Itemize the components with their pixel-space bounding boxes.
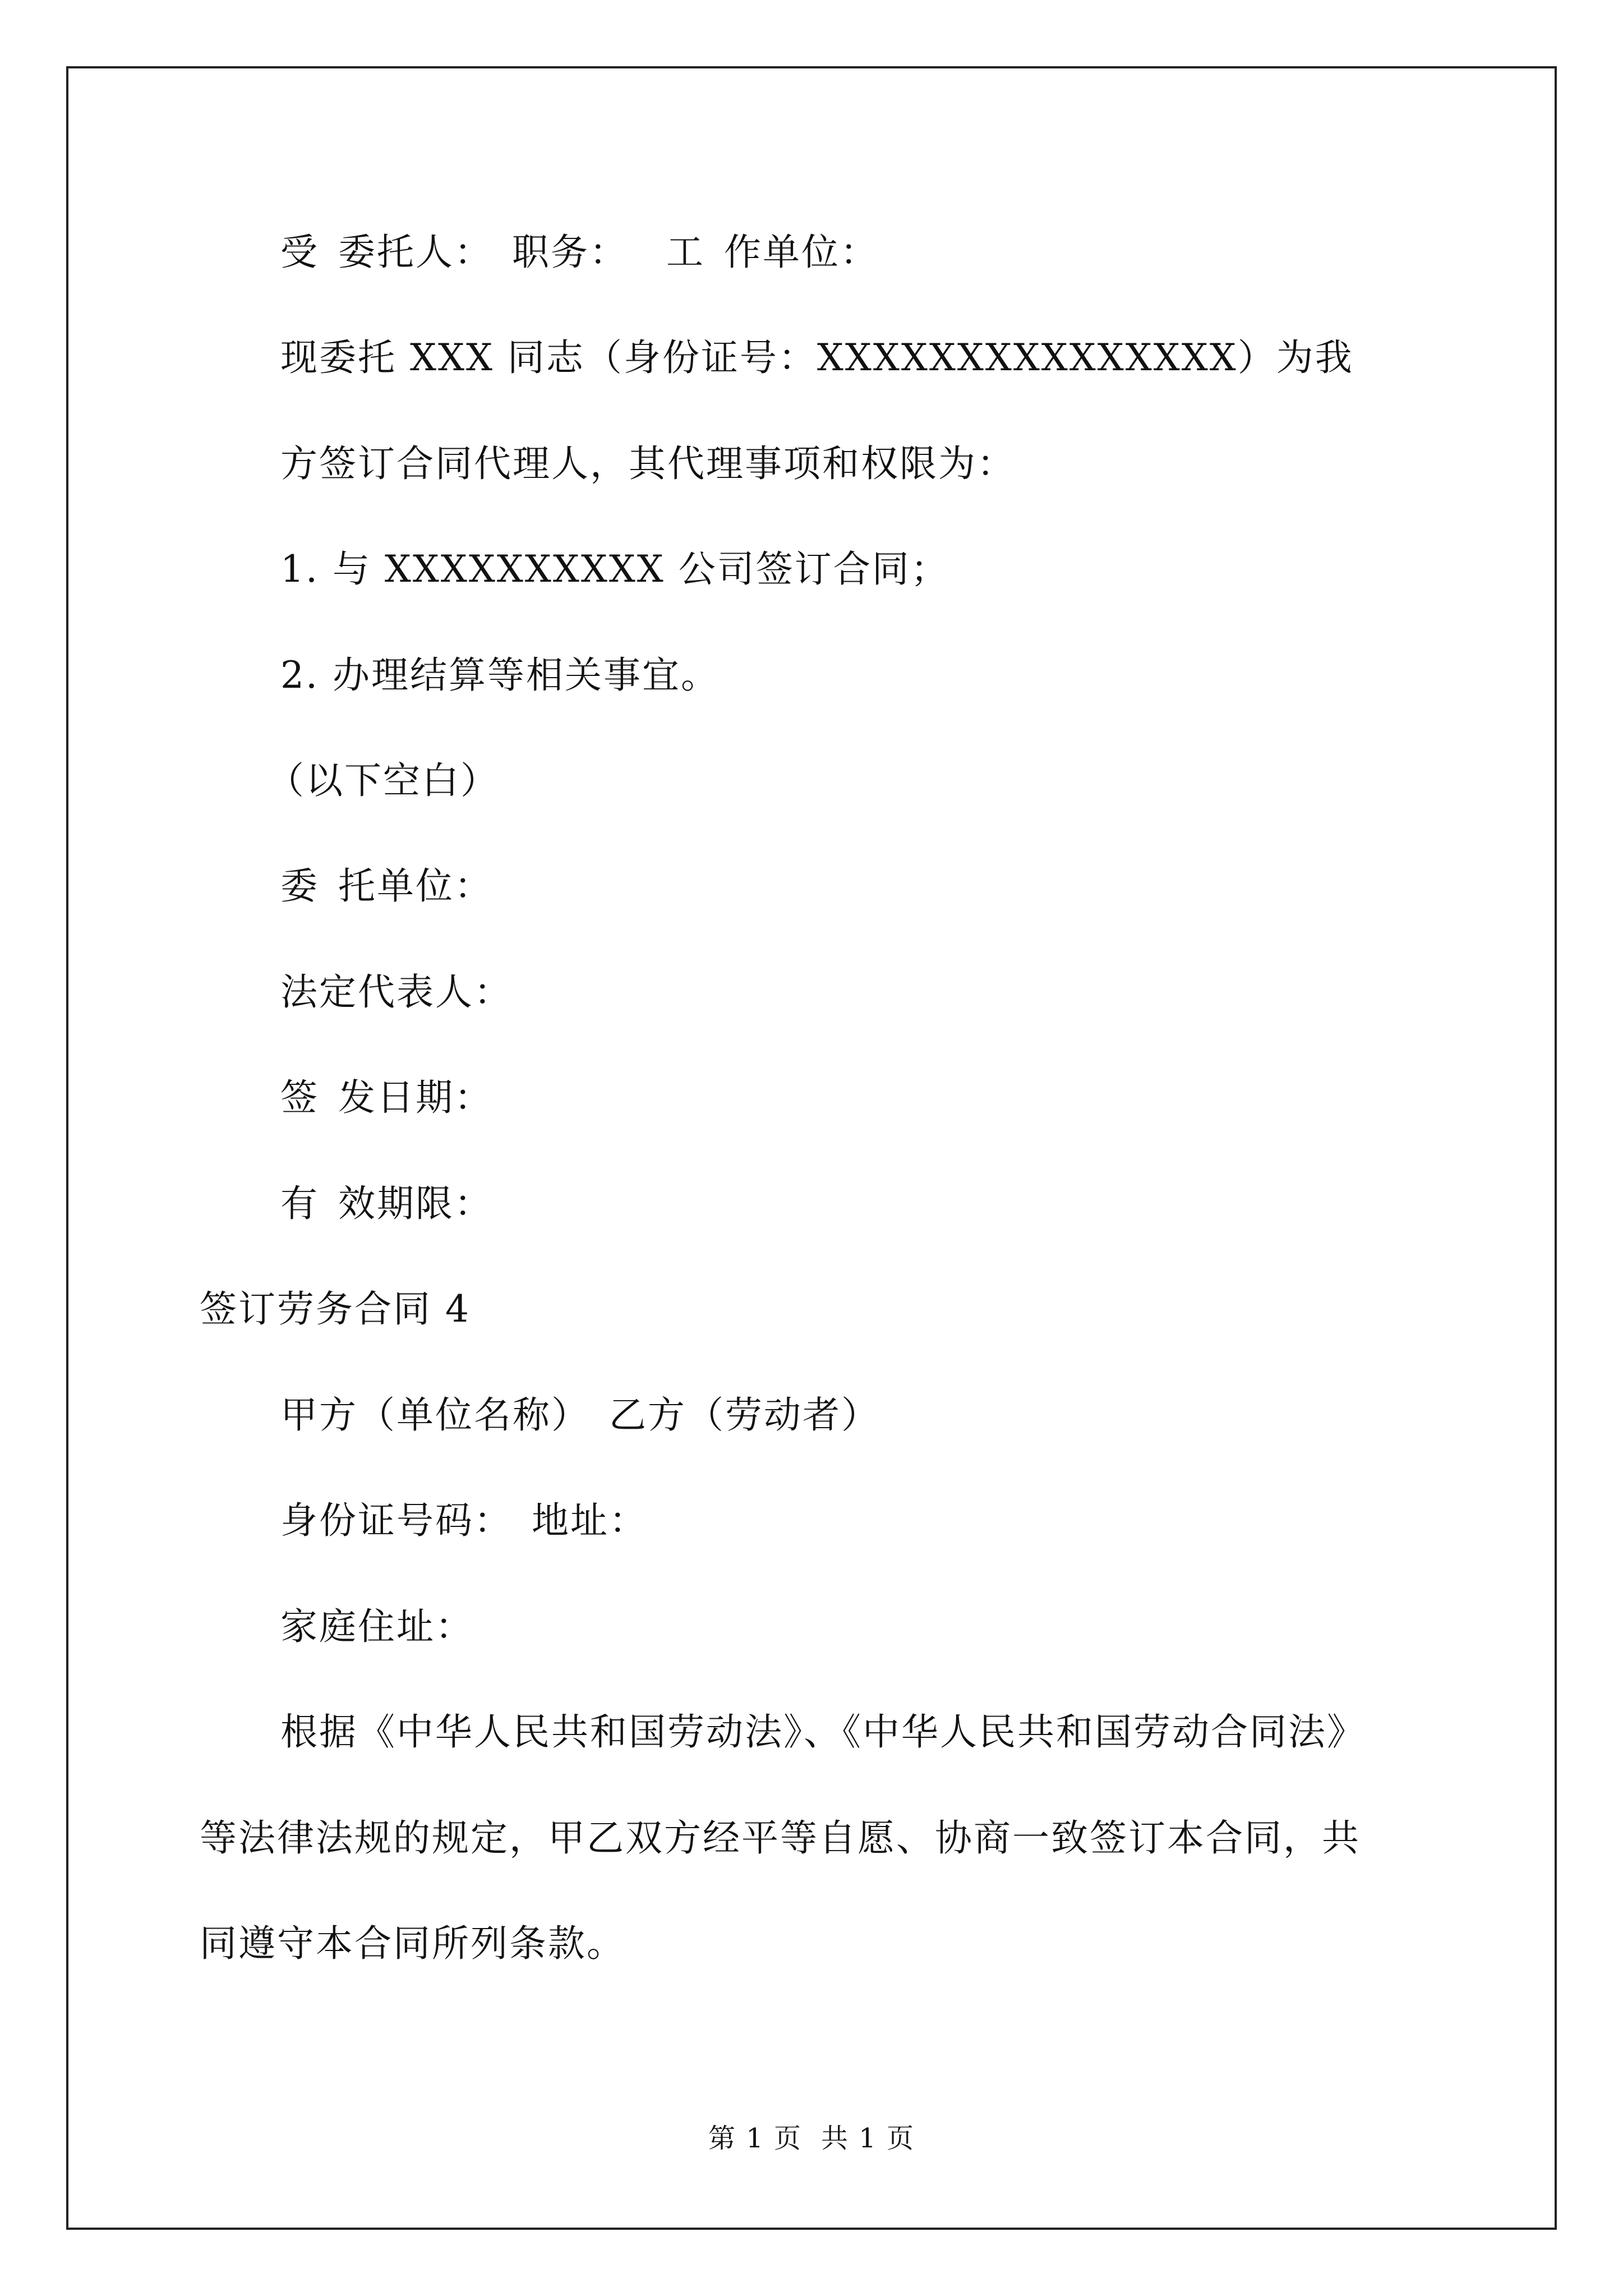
legal-representative-label: 法定代表人： — [280, 970, 513, 1014]
entrust-paragraph-line-2: 方签订合同代理人，其代理事项和权限为： — [280, 442, 1016, 485]
authority-item-1: 1. 与 XXXXXXXXXX 公司签订合同； — [280, 547, 949, 591]
entrust-paragraph-line-1: 现委托 XXX 同志（身份证号：XXXXXXXXXXXXXXX）为我 — [280, 336, 1354, 379]
issue-date-line — [280, 1075, 493, 1120]
issue-date-label-a: 签 — [280, 1076, 319, 1119]
blank-below-note: （以下空白） — [267, 759, 499, 802]
work-unit-label-b: 作单位： — [724, 231, 879, 274]
entrusting-unit-label-a: 委 — [280, 864, 319, 908]
trustee-label-b: 委托人： — [338, 231, 493, 274]
issue-date-label-b: 发日期： — [338, 1076, 493, 1119]
id-number-label: 身份证号码： — [280, 1499, 513, 1542]
validity-period-line — [280, 1181, 493, 1226]
position-label: 职务： — [512, 231, 628, 274]
section-heading: 签订劳务合同 4 — [200, 1287, 471, 1331]
entrusting-unit-line — [280, 864, 493, 909]
id-address-line — [280, 1498, 648, 1543]
party-a-label: 甲方（单位名称） — [280, 1393, 590, 1437]
parties-line — [280, 1393, 880, 1438]
work-unit-label-a: 工 — [666, 231, 705, 274]
trustee-line — [280, 230, 879, 275]
entrusting-unit-label-b: 托单位： — [338, 864, 493, 908]
basis-paragraph-line-2: 等法律法规的规定，甲乙双方经平等自愿、协商一致签订本合同，共 — [200, 1816, 1361, 1860]
authority-item-2: 2. 办理结算等相关事宜。 — [280, 654, 720, 697]
basis-paragraph-line-3: 同遵守本合同所列条款。 — [200, 1922, 625, 1965]
page-number: 第 1 页 — [708, 2123, 802, 2154]
page-footer — [0, 2122, 1623, 2155]
home-address-label: 家庭住址： — [280, 1605, 474, 1648]
basis-paragraph-line-1: 根据《中华人民共和国劳动法》、《中华人民共和国劳动合同法》 — [280, 1710, 1366, 1754]
page-border — [66, 66, 1557, 2230]
party-b-label: 乙方（劳动者） — [609, 1393, 880, 1437]
address-label: 地址： — [532, 1499, 648, 1542]
validity-period-label-a: 有 — [280, 1182, 319, 1225]
page-total: 共 1 页 — [821, 2123, 915, 2154]
validity-period-label-b: 效期限： — [338, 1182, 493, 1225]
trustee-label-a: 受 — [280, 231, 319, 274]
